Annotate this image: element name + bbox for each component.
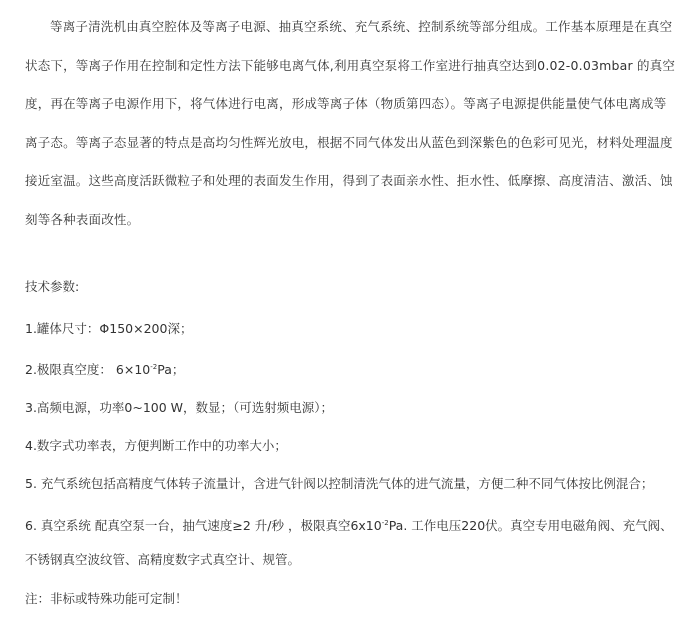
spec-item-tank-size: 1.罐体尺寸：Φ150×200深；: [25, 321, 193, 336]
spec-item-power-supply: 3.高频电源，功率0~100 W，数显；（可选射频电源）；: [25, 400, 334, 415]
intro-paragraph: 等离子清洗机由真空腔体及等离子电源、抽真空系统、充气系统、控制系统等部分组成。工作基本原理是在真空状态下，等离子作用在控制和定性方法下能够电离气体,利用真空泵将工作室进行抽真空达到0.02-0.03mbar 的真空度，再在等离子电源作用下，将气体进行电离，形成等离子体（物质第四态）。等离子电源提供能量使气体电离成等离子态。等离子态显著的特点是高均匀性辉光放电，根据不同气体发出从蓝色到深紫色的色彩可见光，材料处理温度接近室温。这些高度活跃微粒子和处理的表面发生作用，得到了表面亲水性、拒水性、低摩擦、高度清洁、激活、蚀刻等各种表面改性。: [25, 19, 676, 227]
spec-item-ultimate-vacuum: 2.极限真空度： $6\times 10^{-2}Pa$；: [25, 362, 185, 377]
spec-item-power-meter: 4.数字式功率表，方便判断工作中的功率大小；: [25, 438, 287, 453]
spec-item-gas-system: 5. 充气系统包括高精度气体转子流量计，含进气针阀以控制清洗气体的进气流量，方便二种不同气体按比例混合；: [25, 476, 654, 491]
spec-item-vacuum-system: 6. 真空系统 配真空泵一台，抽气速度≥2 升/秒 ，极限真空$6x10^{-2}Pa$. 工作电压220伏。真空专用电磁角阀、充气阀、不锈钢真空波纹管、高精度数字式真空计、规管。: [25, 518, 673, 567]
document-body: [25, 8, 679, 609]
customization-note: 注：非标或特殊功能可定制！: [25, 591, 188, 606]
exponent: -2: [381, 519, 389, 527]
exponent: -2: [150, 363, 158, 371]
spec-heading: 技术参数:: [25, 279, 80, 294]
